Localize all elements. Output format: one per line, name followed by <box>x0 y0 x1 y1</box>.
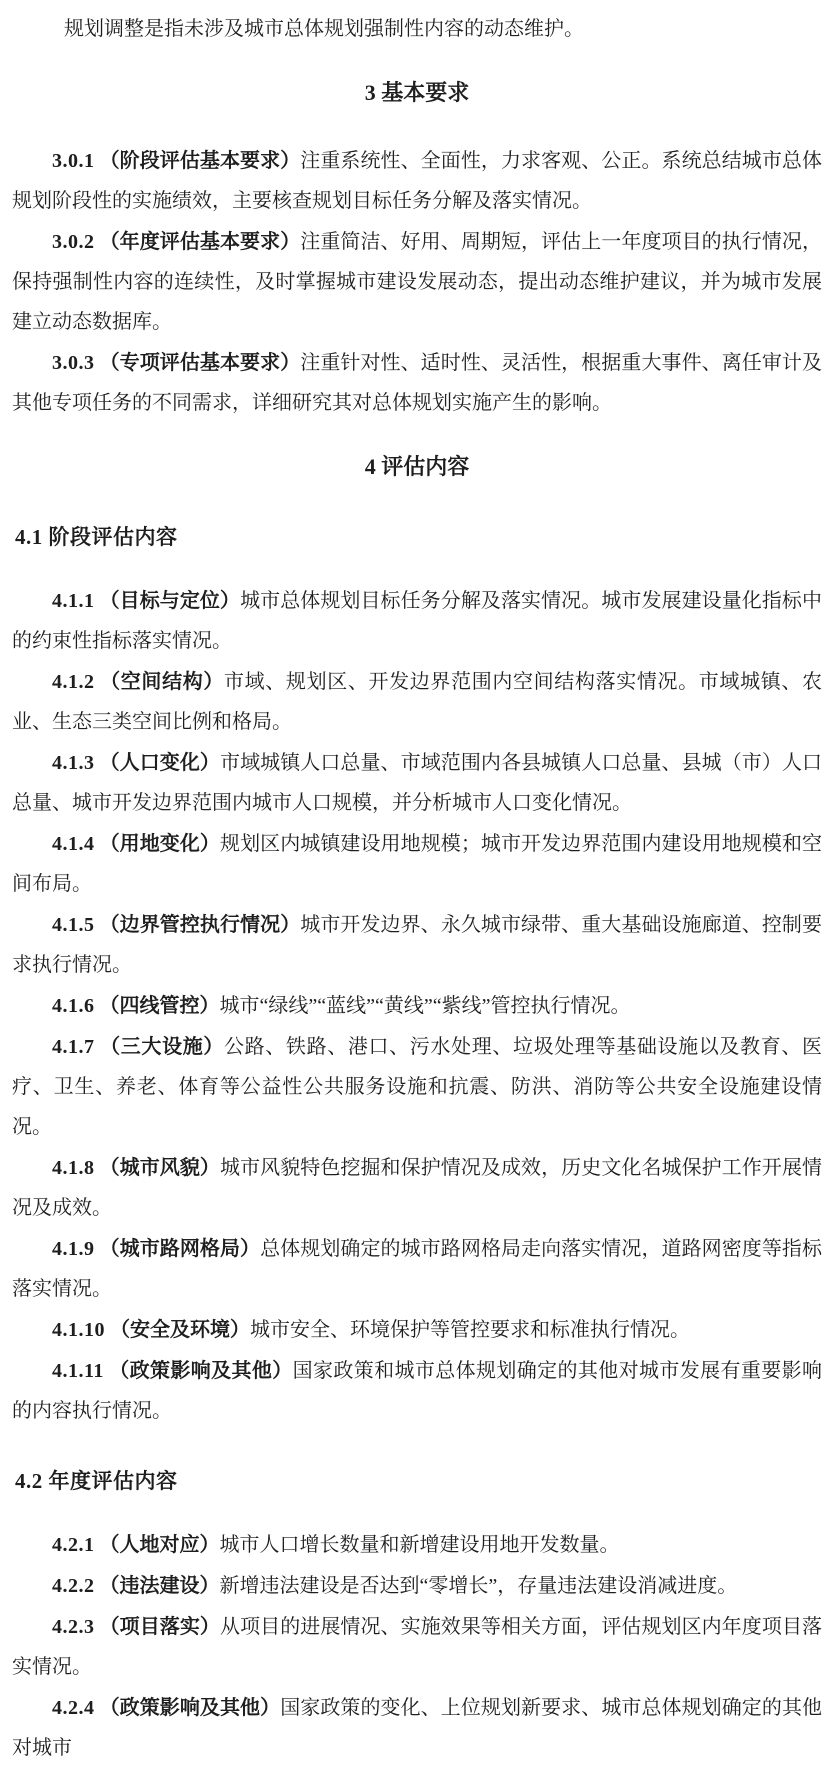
clause-text: 市域城镇人口总量、市域范围内各县城镇人口总量、县城（市）人口总量、城市开发边界范围内城市人口规模，并分析城市人口变化情况。 <box>12 752 823 814</box>
clause-text: 城市总体规划目标任务分解及落实情况。城市发展建设量化指标中的约束性指标落实情况。 <box>12 590 823 652</box>
clause-number: 4.1.3 <box>52 752 95 774</box>
chapter-3-heading: 3 基本要求 <box>364 80 470 105</box>
clause-number: 4.1.2 <box>52 671 95 693</box>
clause-number: 4.1.7 <box>52 1036 95 1058</box>
clause-3-0-2 <box>12 222 822 342</box>
clause-label: （城市路网格局） <box>99 1238 261 1260</box>
clause-number: 3.0.3 <box>52 352 95 374</box>
clause-label: （专项评估基本要求） <box>99 352 301 374</box>
clause-number: 4.1.4 <box>52 833 95 855</box>
clause-text: 规划区内城镇建设用地规模；城市开发边界范围内建设用地规模和空间布局。 <box>12 833 823 895</box>
clause-number: 4.1.6 <box>52 995 95 1017</box>
clause-label: （城市风貌） <box>99 1157 220 1179</box>
clause-text: 新增违法建设是否达到“零增长”，存量违法建设消减进度。 <box>219 1575 738 1597</box>
clause-4-2-3 <box>12 1607 822 1687</box>
clause-label: （三大设施） <box>99 1036 224 1058</box>
clause-4-2-4 <box>12 1688 822 1768</box>
clause-number: 4.1.9 <box>52 1238 95 1260</box>
subsection-4-1-heading: 4.1 阶段评估内容 <box>15 525 178 549</box>
clause-label: （阶段评估基本要求） <box>99 150 301 172</box>
clause-text: 从项目的进展情况、实施效果等相关方面，评估规划区内年度项目落实情况。 <box>12 1616 823 1678</box>
chapter-4-heading: 4 评估内容 <box>364 454 470 479</box>
clause-4-1-8 <box>12 1148 822 1228</box>
clause-label: （四线管控） <box>99 995 220 1017</box>
clause-4-1-4 <box>12 824 822 904</box>
clause-text: 城市风貌特色挖掘和保护情况及成效，历史文化名城保护工作开展情况及成效。 <box>12 1157 823 1219</box>
clause-number: 4.1.5 <box>52 914 95 936</box>
clause-text: 注重简洁、好用、周期短，评估上一年度项目的执行情况，保持强制性内容的连续性，及时掌握城市建设发展动态，提出动态维护建议，并为城市发展建立动态数据库。 <box>12 231 823 333</box>
clause-number: 4.1.11 <box>52 1360 104 1382</box>
clause-4-1-2 <box>12 662 822 742</box>
clause-label: （边界管控执行情况） <box>99 914 301 936</box>
clause-label: （安全及环境） <box>110 1319 250 1341</box>
clause-label: （违法建设） <box>99 1575 220 1597</box>
clause-text: 城市安全、环境保护等管控要求和标准执行情况。 <box>250 1319 690 1341</box>
clause-label: （项目落实） <box>99 1616 220 1638</box>
clause-number: 4.2.4 <box>52 1697 95 1719</box>
clause-number: 3.0.1 <box>52 150 95 172</box>
clause-label: （政策影响及其他） <box>108 1360 293 1382</box>
clause-text: 国家政策的变化、上位规划新要求、城市总体规划确定的其他对城市 <box>12 1697 823 1759</box>
subsection-4-2-heading: 4.2 年度评估内容 <box>15 1469 178 1493</box>
clause-text: 市域、规划区、开发边界范围内空间结构落实情况。市域城镇、农业、生态三类空间比例和格局。 <box>12 671 822 733</box>
intro-paragraph: 规划调整是指未涉及城市总体规划强制性内容的动态维护。 <box>64 18 584 40</box>
clause-4-1-11 <box>12 1351 822 1431</box>
clause-number: 4.2.3 <box>52 1616 95 1638</box>
clause-text: 城市人口增长数量和新增建设用地开发数量。 <box>219 1534 620 1556</box>
clause-label: （空间结构） <box>99 671 224 693</box>
clause-label: （目标与定位） <box>99 590 241 612</box>
clause-4-2-2 <box>12 1566 822 1606</box>
clause-4-1-6 <box>12 986 822 1026</box>
clause-number: 4.1.1 <box>52 590 95 612</box>
clause-3-0-1 <box>12 141 822 221</box>
clause-4-1-5 <box>12 905 822 985</box>
clause-4-2-1 <box>12 1525 822 1565</box>
clause-text: 总体规划确定的城市路网格局走向落实情况，道路网密度等指标落实情况。 <box>12 1238 822 1300</box>
clause-label: （人口变化） <box>99 752 220 774</box>
clause-text: 注重针对性、适时性、灵活性，根据重大事件、离任审计及其他专项任务的不同需求，详细研究其对总体规划实施产生的影响。 <box>12 352 823 414</box>
clause-label: （用地变化） <box>99 833 220 855</box>
clause-number: 4.1.8 <box>52 1157 95 1179</box>
clause-4-1-9 <box>12 1229 822 1309</box>
clause-number: 4.2.1 <box>52 1534 95 1556</box>
clause-4-1-3 <box>12 743 822 823</box>
clause-label: （政策影响及其他） <box>99 1697 281 1719</box>
clause-4-1-7 <box>12 1027 822 1147</box>
clause-text: 公路、铁路、港口、污水处理、垃圾处理等基础设施以及教育、医疗、卫生、养老、体育等公益性公共服务设施和抗震、防洪、消防等公共安全设施建设情况。 <box>12 1036 822 1138</box>
clause-number: 4.2.2 <box>52 1575 95 1597</box>
clause-text: 国家政策和城市总体规划确定的其他对城市发展有重要影响的内容执行情况。 <box>12 1360 823 1422</box>
clause-3-0-3 <box>12 343 822 423</box>
clause-label: （人地对应） <box>99 1534 220 1556</box>
clause-text: 城市开发边界、永久城市绿带、重大基础设施廊道、控制要求执行情况。 <box>12 914 823 976</box>
clause-label: （年度评估基本要求） <box>99 231 301 253</box>
clause-text: 城市“绿线”“蓝线”“黄线”“紫线”管控执行情况。 <box>219 995 631 1017</box>
clause-number: 4.1.10 <box>52 1319 105 1341</box>
clause-4-1-1 <box>12 581 822 661</box>
clause-4-1-10 <box>12 1310 822 1350</box>
clause-number: 3.0.2 <box>52 231 95 253</box>
clause-text: 注重系统性、全面性，力求客观、公正。系统总结城市总体规划阶段性的实施绩效，主要核查规划目标任务分解及落实情况。 <box>12 150 823 212</box>
